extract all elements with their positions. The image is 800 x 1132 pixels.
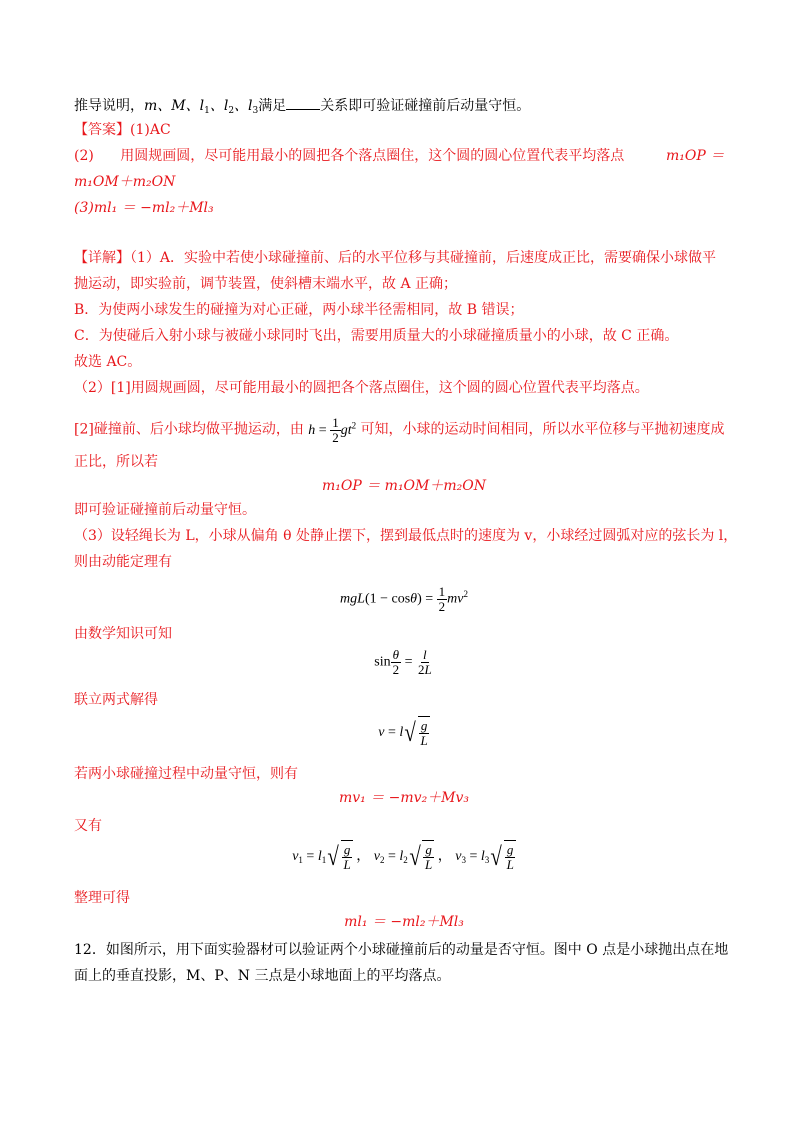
detail-p2c: 正比，所以若 — [74, 454, 158, 470]
detail-p2b-pre: [2]碰撞前、后小球均做平抛运动，由 — [74, 421, 304, 438]
formula-energy: mgL(1 − cosθ) = $\frac{1}{2}$ $mv^2$ — [340, 583, 468, 614]
detail-p2d: 即可验证碰撞前后动量守恒。 — [74, 502, 256, 518]
formula-sin: sin $\frac{\theta}{2}$ = $\frac{l}{2L}$ — [374, 647, 432, 677]
detail-label: 【详解】 — [74, 250, 130, 266]
intro-sep1: 、l — [209, 98, 229, 114]
detail-p1d: C．为使碰后入射小球与被碰小球同时飞出，需要用质量大的小球碰撞质量小的小球，故 C 正确。 — [74, 328, 679, 344]
answer-label: 【答案】 — [74, 122, 130, 138]
intro-sep2: 、l — [234, 98, 253, 114]
detail-p1a: （1）A．实验中若使小球碰撞前、后的水平位移与其碰撞前，后速度成正比，需要确保小球做平 — [130, 250, 717, 266]
detail-p3c: 由数学知识可知 — [74, 626, 172, 642]
detail-p2b-post: 可知，小球的运动时间相同，所以水平位移与平抛初速度成 — [360, 421, 725, 438]
intro-post: 关系即可验证碰撞前后动量守恒。 — [320, 98, 531, 114]
eq-momentum-v: mv₁ ＝ −mv₂＋Mv₃ — [338, 790, 470, 806]
eq-momentum-op: m₁OP ＝ m₁OM＋m₂ON — [321, 478, 486, 494]
answer-line-2 — [74, 146, 734, 166]
detail-p3d: 联立两式解得 — [74, 692, 158, 708]
detail-p3g: 整理可得 — [74, 890, 130, 906]
eq-final: ml₁ ＝ −ml₂＋Ml₃ — [344, 914, 464, 930]
answer-2-eq-line2: m₁OM＋m₂ON — [74, 174, 176, 190]
detail-p3b: 则由动能定理有 — [74, 554, 172, 570]
detail-line-1 — [74, 248, 716, 268]
q12-line-2: 面上的垂直投影，M、P、N 三点是小球地面上的平均落点。 — [74, 968, 451, 984]
detail-p2b — [74, 410, 725, 446]
intro-vars: m、M、l — [144, 98, 205, 114]
answer-2-eq-right: m₁OP ＝ — [666, 148, 725, 164]
detail-p2a: （2）[1]用圆规画圆，尽可能用最小的圆把各个落点圈住，这个圆的圆心位置代表平均落点。 — [74, 380, 649, 396]
detail-p1b: 抛运动，即实验前，调节装置，使斜槽末端水平，故 A 正确； — [74, 276, 458, 292]
fill-blank[interactable] — [286, 97, 320, 110]
sub-1: 1 — [204, 106, 210, 116]
intro-fill-label: 满足 — [258, 98, 287, 114]
detail-p3a: （3）设轻绳长为 L，小球从偏角 θ 处静止摆下，摆到最低点时的速度为 v，小球经过圆弧对应的弦长为 l， — [74, 528, 738, 544]
detail-p1e: 故选 AC。 — [74, 354, 142, 370]
answer-1: (1)AC — [130, 122, 171, 138]
answer-2-num: (2) — [74, 148, 94, 164]
answer-line-1 — [74, 120, 171, 140]
formula-h-half-gt2: h = $\frac{1}{2}$ $gt^2$ — [308, 414, 357, 445]
q12-line-1: 12．如图所示，用下面实验器材可以验证两个小球碰撞前后的动量是否守恒。图中 O 点是小球抛出点在地 — [74, 942, 729, 958]
detail-p3e: 若两小球碰撞过程中动量守恒，则有 — [74, 766, 298, 782]
intro-pre: 推导说明， — [74, 98, 144, 114]
detail-p1c: B．为使两小球发生的碰撞为对心正碰，两小球半径需相同，故 B 错误； — [74, 302, 524, 318]
detail-p3f: 又有 — [74, 818, 102, 834]
formula-v: v = l √ $\frac{g}{L}$ — [378, 718, 428, 748]
sub-3: 3 — [252, 106, 259, 116]
answer-2-text: 用圆规画圆，尽可能用最小的圆把各个落点圈住，这个圆的圆心位置代表平均落点 — [120, 148, 625, 164]
intro-line — [74, 96, 530, 121]
sub-2: 2 — [228, 106, 235, 116]
formula-v123: $v_1 = l_1$ √ $\frac{g}{L}$ ， $v_2 = l_2$ √ $\frac{g}{L}$ ， $v_3 = l_3$ √ $\frac{g}{L}$ — [292, 842, 514, 872]
answer-3: (3)ml₁ ＝ −ml₂＋Ml₃ — [74, 200, 214, 216]
